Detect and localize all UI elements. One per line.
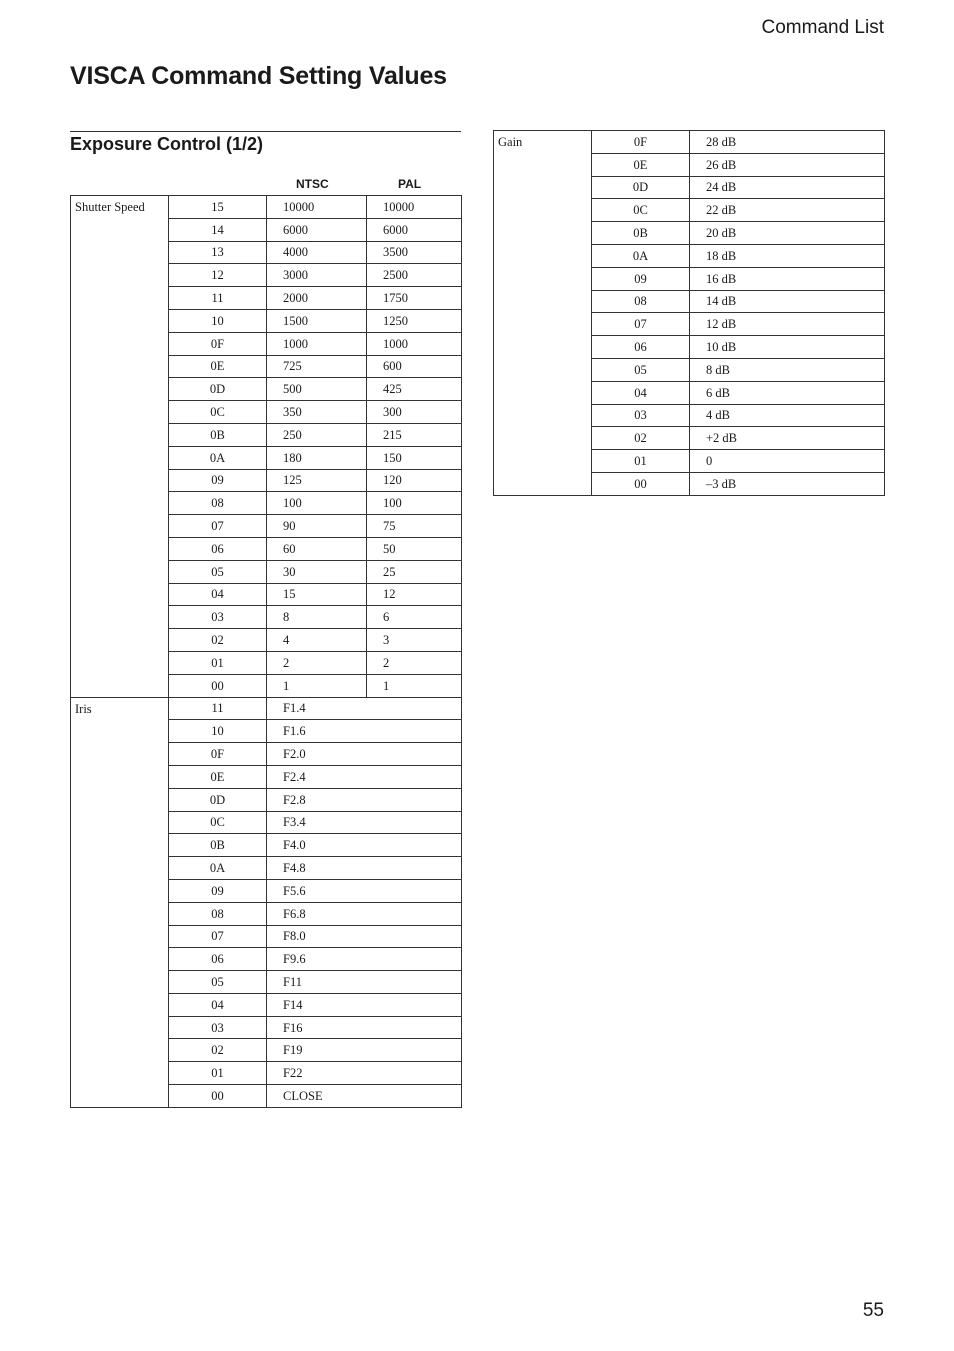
setting-code: 13 bbox=[169, 241, 267, 264]
setting-code: 04 bbox=[169, 583, 267, 606]
setting-code: 05 bbox=[169, 560, 267, 583]
gain-value: +2 dB bbox=[690, 427, 885, 450]
setting-code: 02 bbox=[169, 1039, 267, 1062]
setting-code: 07 bbox=[592, 313, 690, 336]
pal-value: 2500 bbox=[367, 264, 462, 287]
setting-code: 0D bbox=[169, 788, 267, 811]
gain-value: 10 dB bbox=[690, 336, 885, 359]
pal-value: 215 bbox=[367, 423, 462, 446]
setting-code: 09 bbox=[592, 267, 690, 290]
pal-value: 300 bbox=[367, 401, 462, 424]
ntsc-value: 125 bbox=[267, 469, 367, 492]
setting-code: 0D bbox=[592, 176, 690, 199]
ntsc-value: 10000 bbox=[267, 196, 367, 219]
setting-code: 0E bbox=[592, 153, 690, 176]
gain-value: 20 dB bbox=[690, 222, 885, 245]
iris-value: F2.8 bbox=[267, 788, 462, 811]
iris-value: F4.8 bbox=[267, 857, 462, 880]
shutter-speed-label: Shutter Speed bbox=[71, 196, 169, 698]
setting-code: 02 bbox=[169, 629, 267, 652]
ntsc-value: 250 bbox=[267, 423, 367, 446]
pal-value: 1250 bbox=[367, 309, 462, 332]
gain-value: 18 dB bbox=[690, 244, 885, 267]
setting-code: 0B bbox=[592, 222, 690, 245]
ntsc-value: 725 bbox=[267, 355, 367, 378]
pal-value: 3 bbox=[367, 629, 462, 652]
ntsc-value: 3000 bbox=[267, 264, 367, 287]
setting-code: 01 bbox=[169, 651, 267, 674]
pal-value: 425 bbox=[367, 378, 462, 401]
ntsc-value: 2000 bbox=[267, 287, 367, 310]
page-title: VISCA Command Setting Values bbox=[70, 62, 447, 90]
pal-value: 6000 bbox=[367, 218, 462, 241]
ntsc-value: 6000 bbox=[267, 218, 367, 241]
gain-value: 24 dB bbox=[690, 176, 885, 199]
iris-value: F6.8 bbox=[267, 902, 462, 925]
setting-code: 04 bbox=[592, 381, 690, 404]
setting-code: 08 bbox=[169, 492, 267, 515]
iris-value: F19 bbox=[267, 1039, 462, 1062]
setting-code: 02 bbox=[592, 427, 690, 450]
setting-code: 0A bbox=[592, 244, 690, 267]
ntsc-column-header: NTSC bbox=[296, 177, 329, 191]
setting-code: 0C bbox=[169, 811, 267, 834]
ntsc-value: 15 bbox=[267, 583, 367, 606]
section-divider bbox=[70, 131, 461, 132]
iris-value: F4.0 bbox=[267, 834, 462, 857]
setting-code: 0C bbox=[169, 401, 267, 424]
pal-column-header: PAL bbox=[398, 177, 422, 191]
setting-code: 09 bbox=[169, 879, 267, 902]
pal-value: 1750 bbox=[367, 287, 462, 310]
setting-code: 09 bbox=[169, 469, 267, 492]
gain-label: Gain bbox=[494, 131, 592, 496]
setting-code: 07 bbox=[169, 515, 267, 538]
ntsc-value: 180 bbox=[267, 446, 367, 469]
ntsc-value: 1 bbox=[267, 674, 367, 697]
setting-code: 00 bbox=[169, 674, 267, 697]
setting-code: 06 bbox=[169, 948, 267, 971]
pal-value: 120 bbox=[367, 469, 462, 492]
setting-code: 10 bbox=[169, 309, 267, 332]
ntsc-value: 100 bbox=[267, 492, 367, 515]
setting-code: 06 bbox=[592, 336, 690, 359]
iris-value: F9.6 bbox=[267, 948, 462, 971]
setting-code: 14 bbox=[169, 218, 267, 241]
setting-code: 0F bbox=[169, 743, 267, 766]
page-number: 55 bbox=[862, 1300, 884, 1321]
setting-code: 08 bbox=[592, 290, 690, 313]
ntsc-value: 1500 bbox=[267, 309, 367, 332]
setting-code: 11 bbox=[169, 697, 267, 720]
setting-code: 0B bbox=[169, 834, 267, 857]
setting-code: 0F bbox=[592, 131, 690, 154]
setting-code: 05 bbox=[592, 358, 690, 381]
pal-value: 50 bbox=[367, 537, 462, 560]
iris-value: F11 bbox=[267, 971, 462, 994]
gain-value: 8 dB bbox=[690, 358, 885, 381]
iris-value: F2.0 bbox=[267, 743, 462, 766]
ntsc-value: 1000 bbox=[267, 332, 367, 355]
setting-code: 06 bbox=[169, 537, 267, 560]
pal-value: 3500 bbox=[367, 241, 462, 264]
iris-row bbox=[71, 697, 462, 720]
setting-code: 0A bbox=[169, 857, 267, 880]
gain-value: 14 dB bbox=[690, 290, 885, 313]
setting-code: 03 bbox=[169, 1016, 267, 1039]
ntsc-value: 30 bbox=[267, 560, 367, 583]
ntsc-value: 500 bbox=[267, 378, 367, 401]
gain-value: 0 bbox=[690, 450, 885, 473]
section-title: Exposure Control (1/2) bbox=[70, 134, 264, 154]
setting-code: 0C bbox=[592, 199, 690, 222]
ntsc-value: 2 bbox=[267, 651, 367, 674]
gain-value: 4 dB bbox=[690, 404, 885, 427]
pal-value: 2 bbox=[367, 651, 462, 674]
setting-code: 00 bbox=[169, 1085, 267, 1108]
setting-code: 0D bbox=[169, 378, 267, 401]
ntsc-value: 350 bbox=[267, 401, 367, 424]
setting-code: 01 bbox=[169, 1062, 267, 1085]
gain-value: 12 dB bbox=[690, 313, 885, 336]
iris-value: F8.0 bbox=[267, 925, 462, 948]
ntsc-value: 90 bbox=[267, 515, 367, 538]
setting-code: 10 bbox=[169, 720, 267, 743]
pal-value: 1000 bbox=[367, 332, 462, 355]
setting-code: 03 bbox=[592, 404, 690, 427]
iris-value: F3.4 bbox=[267, 811, 462, 834]
ntsc-value: 8 bbox=[267, 606, 367, 629]
setting-code: 05 bbox=[169, 971, 267, 994]
gain-value: 6 dB bbox=[690, 381, 885, 404]
setting-code: 08 bbox=[169, 902, 267, 925]
iris-value: F1.4 bbox=[267, 697, 462, 720]
gain-table bbox=[493, 130, 885, 496]
gain-value: 16 dB bbox=[690, 267, 885, 290]
setting-code: 0E bbox=[169, 355, 267, 378]
gain-row bbox=[494, 131, 885, 154]
setting-code: 0A bbox=[169, 446, 267, 469]
gain-value: 28 dB bbox=[690, 131, 885, 154]
running-header: Command List bbox=[761, 17, 884, 38]
gain-value: 26 dB bbox=[690, 153, 885, 176]
pal-value: 6 bbox=[367, 606, 462, 629]
setting-code: 0B bbox=[169, 423, 267, 446]
pal-value: 75 bbox=[367, 515, 462, 538]
setting-code: 0E bbox=[169, 765, 267, 788]
setting-code: 0F bbox=[169, 332, 267, 355]
iris-value: F2.4 bbox=[267, 765, 462, 788]
ntsc-value: 4 bbox=[267, 629, 367, 652]
iris-label: Iris bbox=[71, 697, 169, 1107]
iris-value: F14 bbox=[267, 993, 462, 1016]
gain-value: 22 dB bbox=[690, 199, 885, 222]
pal-value: 600 bbox=[367, 355, 462, 378]
shutter-speed-row bbox=[71, 196, 462, 219]
iris-value: F22 bbox=[267, 1062, 462, 1085]
gain-value: –3 dB bbox=[690, 472, 885, 495]
setting-code: 03 bbox=[169, 606, 267, 629]
iris-value: F5.6 bbox=[267, 879, 462, 902]
pal-value: 10000 bbox=[367, 196, 462, 219]
setting-code: 01 bbox=[592, 450, 690, 473]
ntsc-value: 4000 bbox=[267, 241, 367, 264]
iris-value: CLOSE bbox=[267, 1085, 462, 1108]
setting-code: 00 bbox=[592, 472, 690, 495]
shutter-iris-table bbox=[70, 195, 462, 1108]
pal-value: 25 bbox=[367, 560, 462, 583]
pal-value: 150 bbox=[367, 446, 462, 469]
iris-value: F16 bbox=[267, 1016, 462, 1039]
ntsc-value: 60 bbox=[267, 537, 367, 560]
setting-code: 12 bbox=[169, 264, 267, 287]
pal-value: 1 bbox=[367, 674, 462, 697]
pal-value: 12 bbox=[367, 583, 462, 606]
setting-code: 11 bbox=[169, 287, 267, 310]
setting-code: 04 bbox=[169, 993, 267, 1016]
pal-value: 100 bbox=[367, 492, 462, 515]
setting-code: 15 bbox=[169, 196, 267, 219]
setting-code: 07 bbox=[169, 925, 267, 948]
iris-value: F1.6 bbox=[267, 720, 462, 743]
